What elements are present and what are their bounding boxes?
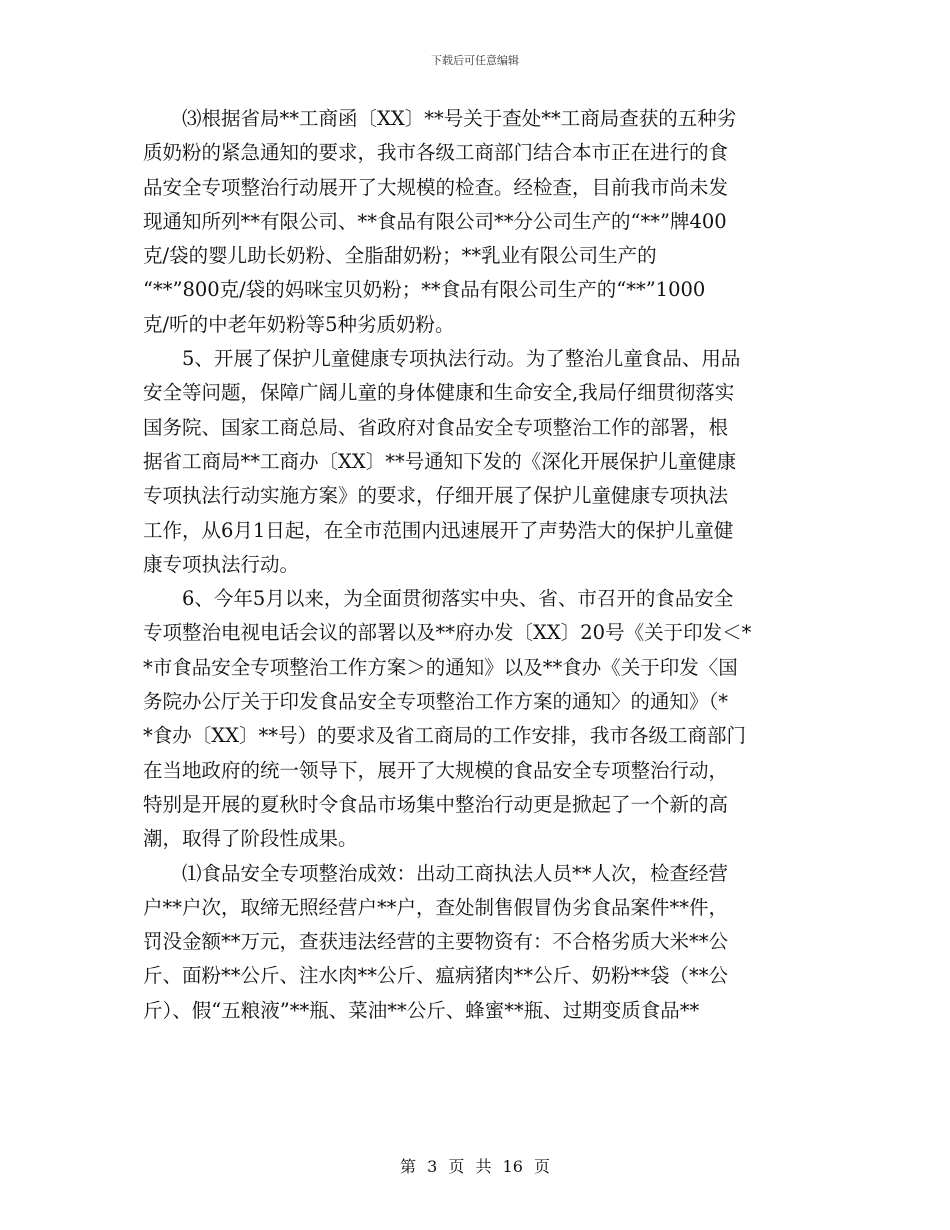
page-header: 下载后可任意编辑 <box>431 54 519 67</box>
text-line: 特别是开展的夏秋时令食品市场集中整治行动更是掀起了一个新的高 <box>143 792 729 816</box>
text-line: 罚没金额**万元，查获违法经营的主要物资有：不合格劣质大米**公 <box>143 930 729 954</box>
text-line: 5、开展了保护儿童健康专项执法行动。为了整治儿童食品、用品 <box>143 347 741 371</box>
paragraph-child-health-action <box>143 342 808 582</box>
text-line: 专项整治电视电话会议的部署以及**府办发〔XX〕20号《关于印发＜* <box>143 621 752 645</box>
paragraph-food-safety-campaign <box>143 582 808 856</box>
text-line: *食办〔XX〕**号）的要求及省工商局的工作安排，我市各级工商部门 <box>143 724 747 748</box>
text-line: 质奶粉的紧急通知的要求，我市各级工商部门结合本市正在进行的食 <box>143 141 729 165</box>
text-line: “**”800克/袋的妈咪宝贝奶粉；**食品有限公司生产的“**”1000 <box>143 278 706 302</box>
document-body <box>143 102 808 1028</box>
text-line: 斤）、假“五粮液”**瓶、菜油**公斤、蜂蜜**瓶、过期变质食品** <box>143 998 700 1022</box>
text-line: 安全等问题，保障广阔儿童的身体健康和生命安全,我局仔细贯彻落实 <box>143 381 735 405</box>
text-line: 据省工商局**工商办〔XX〕**号通知下发的《深化开展保护儿童健康 <box>143 449 737 473</box>
text-line: 务院办公厅关于印发食品安全专项整治工作方案的通知〉的通知》（* <box>143 690 729 714</box>
text-line: 6、今年5月以来，为全面贯彻落实中央、省、市召开的食品安全 <box>143 587 734 611</box>
text-line: 潮，取得了阶段性成果。 <box>143 827 358 851</box>
text-line: 克/听的中老年奶粉等5种劣质奶粉。 <box>143 312 455 336</box>
page-number-footer: 第 3 页 共 16 页 <box>400 1157 550 1176</box>
text-line: ⑶根据省局**工商函〔XX〕**号关于查处**工商局查获的五种劣 <box>143 107 737 130</box>
text-line: ⑴食品安全专项整治成效：出动工商执法人员**人次，检查经营 <box>143 861 729 885</box>
text-line: 专项执法行动实施方案》的要求，仔细开展了保护儿童健康专项执法 <box>143 484 729 508</box>
paragraph-milk-powder-inspection <box>143 102 808 342</box>
text-line: 斤、面粉**公斤、注水肉**公斤、瘟病猪肉**公斤、奶粉**袋（**公 <box>143 964 729 988</box>
text-line: 户**户次，取缔无照经营户**户，查处制售假冒伪劣食品案件**件， <box>143 895 729 919</box>
text-line: *市食品安全专项整治工作方案＞的通知》以及**食办《关于印发〈国 <box>143 655 738 679</box>
text-line: 康专项执法行动。 <box>143 552 300 576</box>
text-line: 国务院、国家工商总局、省政府对食品安全专项整治工作的部署，根 <box>143 415 729 439</box>
text-line: 品安全专项整治行动展开了大规模的检查。经检查，目前我市尚未发 <box>143 175 729 199</box>
text-line: 在当地政府的统一领导下，展开了大规模的食品安全专项整治行动， <box>143 758 729 782</box>
paragraph-campaign-results <box>143 857 808 1028</box>
text-line: 克/袋的婴儿助长奶粉、全脂甜奶粉；**乳业有限公司生产的 <box>143 244 657 268</box>
text-line: 工作，从6月1日起，在全市范围内迅速展开了声势浩大的保护儿童健 <box>143 518 734 542</box>
text-line: 现通知所列**有限公司、**食品有限公司**分公司生产的“**”牌400 <box>143 209 727 233</box>
